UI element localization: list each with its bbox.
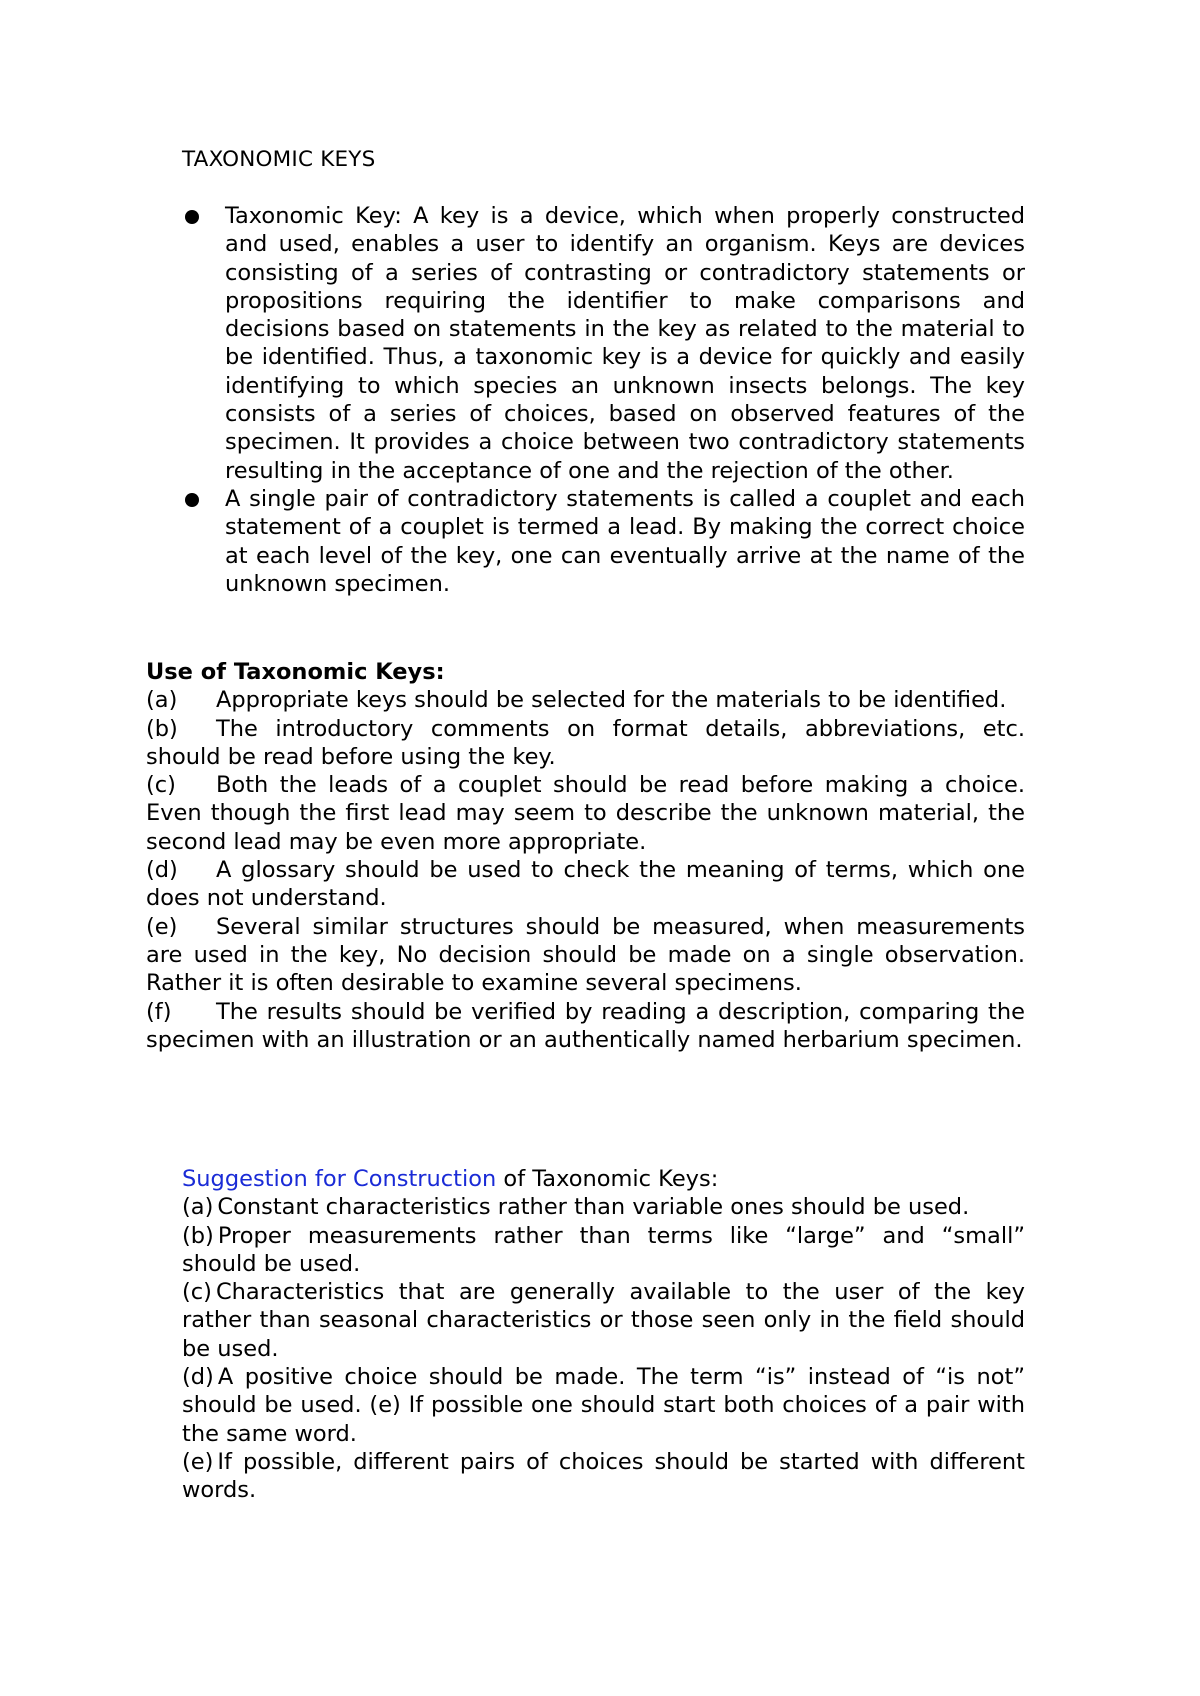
item-text: The introductory comments on format details, abbreviations, etc. should be read before using the key. [146,715,1025,770]
construction-suggestions-section [182,1165,1025,1505]
list-item [182,1278,1025,1363]
bullet-item [225,485,1025,598]
item-text: A glossary should be used to check the meaning of terms, which one does not understand. [146,857,1025,912]
item-text: A positive choice should be made. The term “is” instead of “is not” should be used. (e) If possible one should start both choices of a pair with the same word. [182,1364,1025,1447]
bullet-text: A single pair of contradictory statements is called a couplet and each statement of a couplet is termed a lead. By making the correct choice at each level of the key, one can eventually arrive at the name of the unknown specimen. [225,485,1025,597]
item-label: (e) [182,1448,214,1475]
item-label: (b) [182,1222,214,1249]
item-text: The results should be verified by reading a description, comparing the specimen with an illustration or an authentically named herbarium specimen. [146,998,1025,1053]
use-of-keys-section [146,658,1025,1054]
item-text: Proper measurements rather than terms like “large” and “small” should be used. [182,1222,1025,1277]
list-item [146,856,1025,913]
item-label: (f) [146,998,172,1025]
document-title: TAXONOMIC KEYS [182,147,376,172]
item-text: Characteristics that are generally available to the user of the key rather than seasonal characteristics or those seen only in the field should be used. [182,1279,1025,1362]
bullet-dot-icon [185,210,199,224]
heading-link[interactable]: Suggestion for Construction [182,1166,497,1192]
bullet-item [225,202,1025,485]
list-item [146,686,1025,714]
list-item [182,1222,1025,1279]
item-label: (c) [182,1279,212,1306]
item-text: Constant characteristics rather than variable ones should be used. [217,1194,970,1221]
item-label: (a) [182,1194,214,1221]
heading-rest: of Taxonomic Keys: [496,1166,719,1192]
list-item [182,1363,1025,1448]
section-heading [182,1165,1025,1193]
list-item [182,1448,1025,1505]
list-item [146,998,1025,1055]
list-item [146,715,1025,772]
list-item [146,771,1025,856]
item-label: (b) [146,715,178,742]
item-label: (a) [146,687,178,714]
item-label: (c) [146,772,176,799]
item-label: (d) [146,857,178,884]
item-label: (e) [146,913,178,940]
item-text: Several similar structures should be measured, when measurements are used in the key, No decision should be made on a single observation. Rather it is often desirable to examine several specimens. [146,913,1025,997]
item-label: (d) [182,1364,214,1391]
item-text: Both the leads of a couplet should be read before making a choice. Even though the first lead may seem to describe the unknown material, the second lead may be even more appropriate. [146,772,1025,855]
bullet-dot-icon [185,493,199,507]
item-text: Appropriate keys should be selected for the materials to be identified. [216,687,1007,714]
list-item [146,913,1025,998]
bullet-list [225,202,1025,598]
section-heading: Use of Taxonomic Keys: [146,659,445,685]
item-text: If possible, different pairs of choices should be started with different words. [182,1448,1025,1504]
bullet-text: Taxonomic Key: A key is a device, which when properly constructed and used, enables a user to identify an organism. Keys are devices consisting of a series of contrasting or contradictory statements or propositions requiring the identifier to make comparisons and decisions based on statements in the key as related to the material to be identified. Thus, a taxonomic key is a device for quickly and easily identifying to which species an unknown insects belongs. The key consists of a series of choices, based on observed features of the specimen. It provides a choice between two contradictory statements resulting in the acceptance of one and the rejection of the other. [225,203,1025,484]
list-item [182,1193,1025,1221]
